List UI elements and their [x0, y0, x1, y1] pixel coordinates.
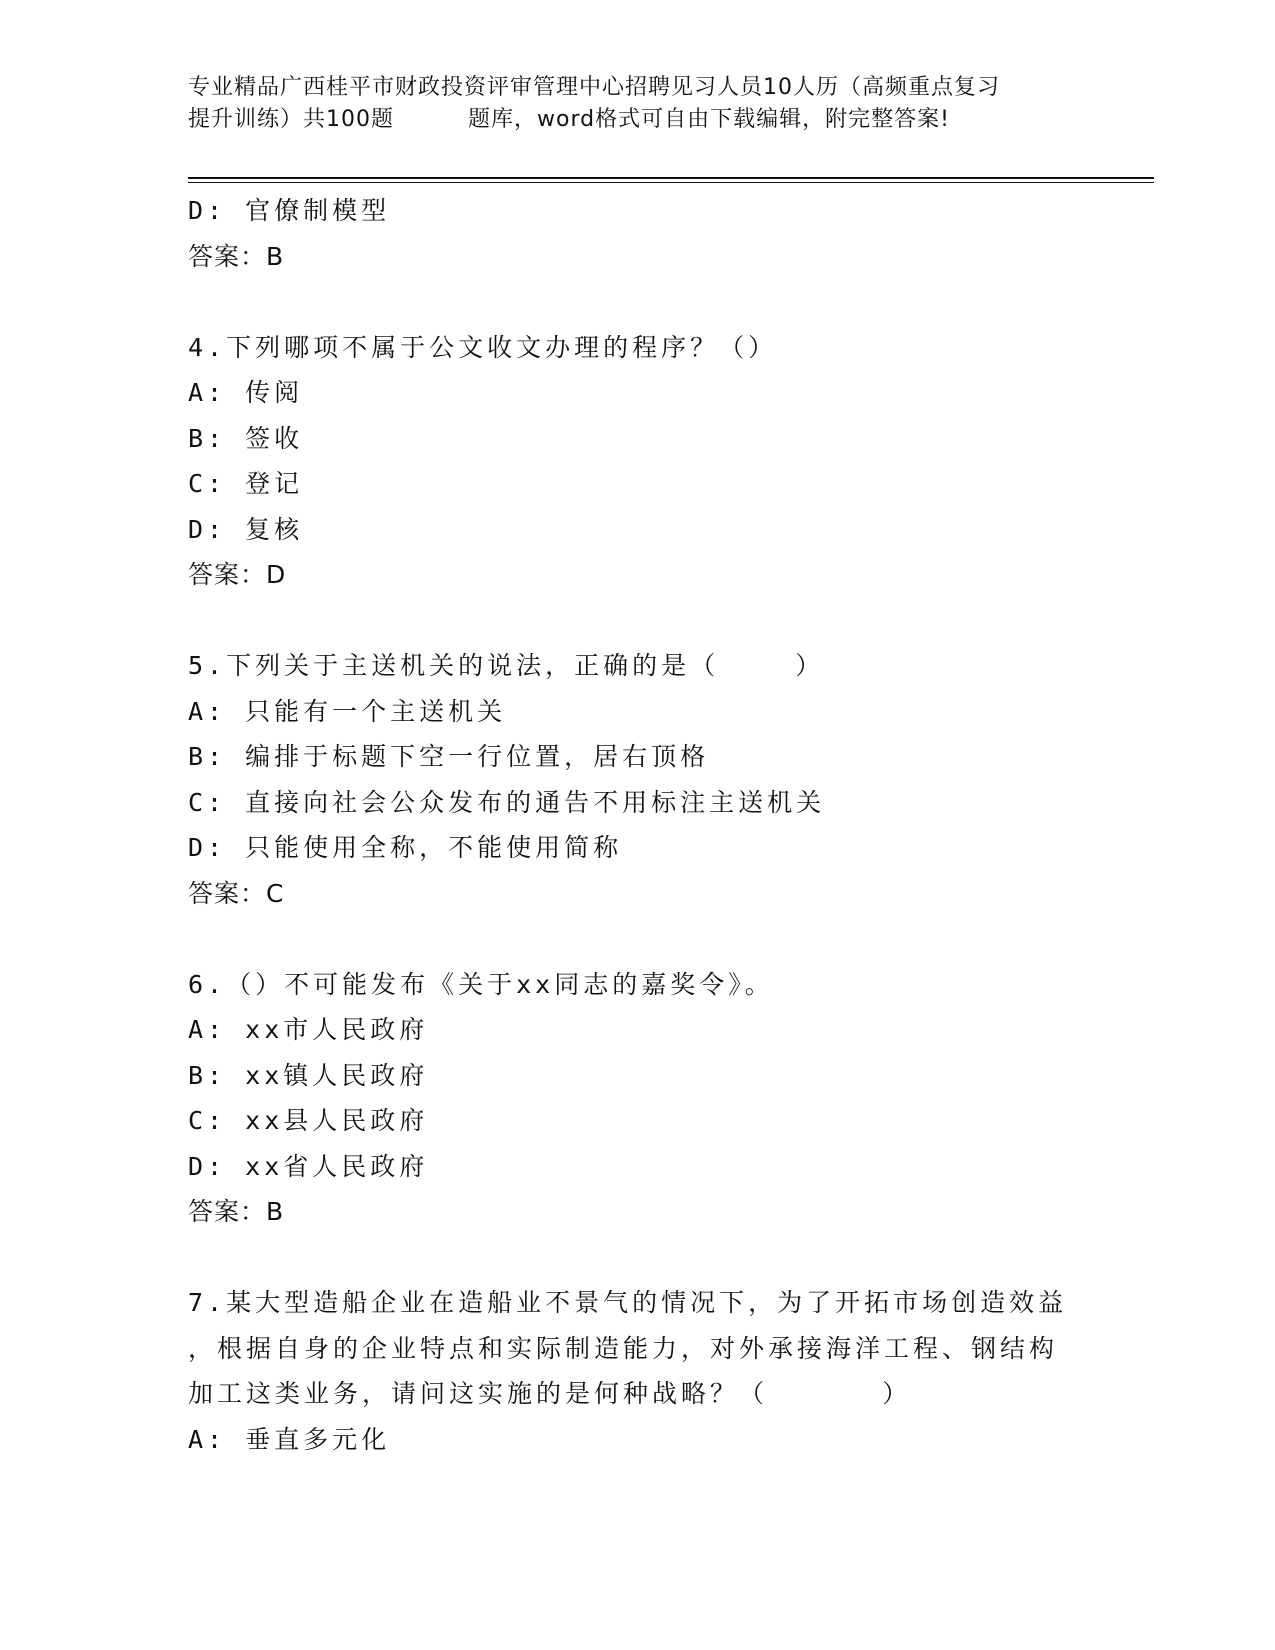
spacer	[188, 279, 1138, 325]
q7-question-line-2: ，根据自身的企业特点和实际制造能力，对外承接海洋工程、钢结构	[188, 1333, 1059, 1363]
q4-option-a: A: 传阅	[188, 378, 304, 407]
spacer	[188, 598, 1138, 644]
q5-option-b: B: 编排于标题下空一行位置，居右顶格	[188, 742, 710, 771]
q6-question: 6.（）不可能发布《关于xx同志的嘉奖令》。	[188, 969, 774, 999]
q7-question-line-1: 7.某大型造船企业在造船业不景气的情况下，为了开拓市场创造效益	[188, 1288, 1068, 1317]
q4-question: 4.下列哪项不属于公文收文办理的程序？（）	[188, 332, 778, 362]
q5-question: 5.下列关于主送机关的说法，正确的是（ ）	[188, 651, 825, 680]
header-line-2	[188, 104, 1068, 136]
q6-option-a: A: xx市人民政府	[188, 1015, 429, 1044]
header-line-2-part-1: 提升训练）共100题	[188, 107, 394, 132]
document-header	[188, 72, 1068, 136]
q5-answer: 答案：C	[188, 878, 285, 908]
spacer	[188, 1235, 1138, 1281]
q3-answer: 答案：B	[188, 241, 285, 271]
q4-option-c: C: 登记	[188, 469, 304, 498]
q4-answer: 答案：D	[188, 560, 287, 589]
q6-option-d: D: xx省人民政府	[188, 1151, 429, 1181]
q4-option-d: D: 复核	[188, 514, 304, 544]
q5-option-c: C: 直接向社会公众发布的通告不用标注主送机关	[188, 787, 826, 817]
header-divider-thick	[188, 177, 1154, 179]
q7-question-line-3: 加工这类业务，请问这实施的是何种战略？（ ）	[188, 1379, 912, 1408]
question-list	[188, 188, 1138, 1462]
header-divider-thin	[188, 182, 1154, 183]
q7-option-a: A: 垂直多元化	[188, 1424, 391, 1454]
q6-option-b: B: xx镇人民政府	[188, 1060, 429, 1090]
header-line-2-part-2: 题库，word格式可自由下载编辑，附完整答案!	[468, 107, 950, 132]
q5-option-d: D: 只能使用全称，不能使用简称	[188, 833, 623, 862]
q5-option-a: A: 只能有一个主送机关	[188, 696, 507, 726]
q6-answer: 答案：B	[188, 1197, 285, 1226]
spacer	[188, 916, 1138, 962]
q4-option-b: B: 签收	[188, 423, 304, 453]
q6-option-c: C: xx县人民政府	[188, 1106, 429, 1135]
q3-option-d: D: 官僚制模型	[188, 196, 391, 225]
header-line-1: 专业精品广西桂平市财政投资评审管理中心招聘见习人员10人历（高频重点复习	[188, 75, 1000, 100]
